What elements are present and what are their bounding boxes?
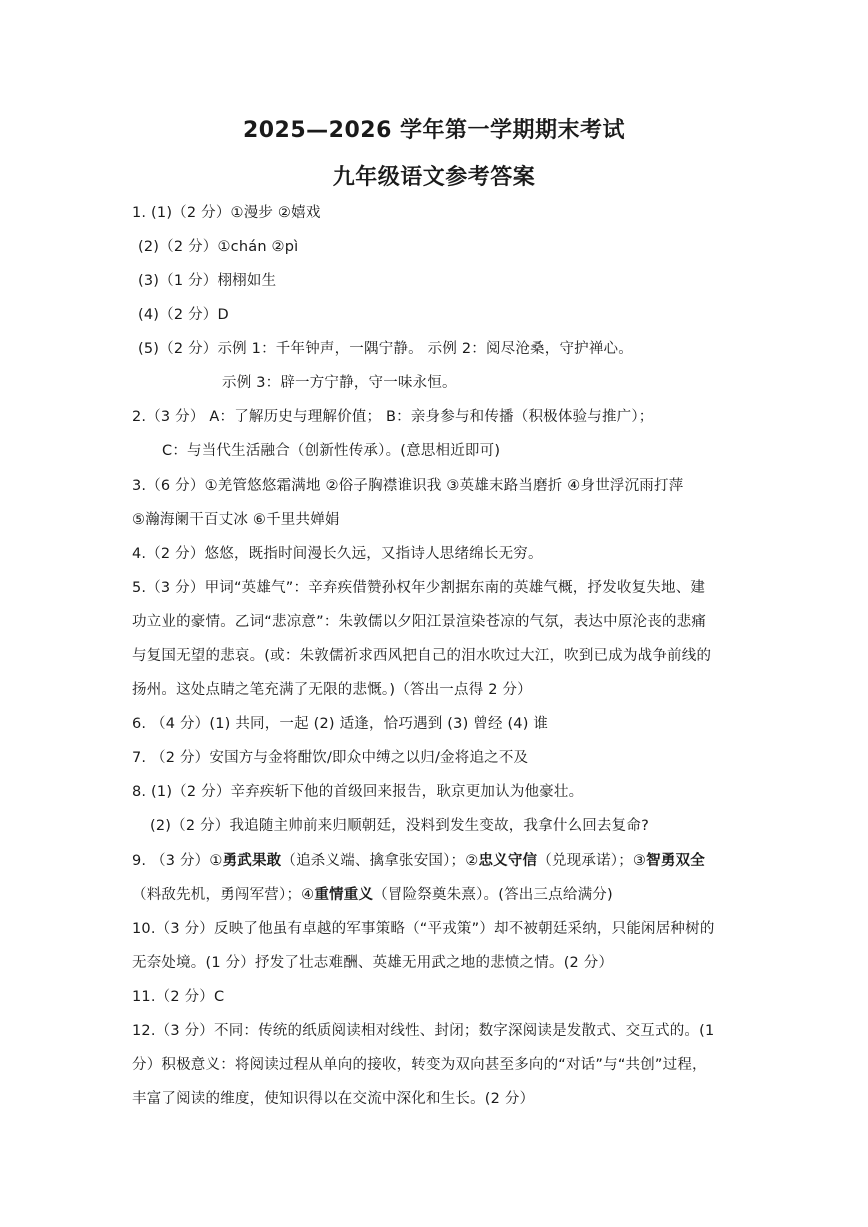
answer-1-2: (2)（2 分）①chán ②pì xyxy=(138,239,299,255)
answer-1-3: (3)（1 分）栩栩如生 xyxy=(138,273,277,289)
answer-5-cont-1: 功立业的豪情。乙词“悲凉意”：朱敦儒以夕阳江景渲染苍凉的气氛，表达中原沦丧的悲痛 xyxy=(132,614,707,630)
answer-9-trait-3: 智勇双全 xyxy=(646,853,705,869)
answer-5-cont-2: 与复国无望的悲哀。(或：朱敦儒祈求西风把自己的泪水吹过大江，吹到已成为战争前线的 xyxy=(132,648,712,664)
answer-6: 6. （4 分）(1) 共同，一起 (2) 适逢，恰巧遇到 (3) 曾经 (4) 谁 xyxy=(132,716,549,732)
answer-1-5: (5)（2 分）示例 1：千年钟声，一隅宁静。 示例 2：阅尽沧桑，守护禅心。 xyxy=(138,341,633,357)
answer-7: 7. （2 分）安国方与金将酣饮/即众中缚之以归/金将追之不及 xyxy=(132,750,529,766)
answer-9 xyxy=(132,851,705,871)
answer-5-cont-3: 扬州。这处点睛之笔充满了无限的悲慨。)（答出一点得 2 分） xyxy=(132,682,532,698)
answer-9-prefix: 9. （3 分）① xyxy=(132,853,223,869)
answer-1-4: (4)（2 分）D xyxy=(138,307,229,323)
answer-5: 5.（3 分）甲词“英雄气”：辛弃疾借赞孙权年少割据东南的英雄气概，抒发收复失地、建 xyxy=(132,580,706,596)
answer-12: 12.（3 分）不同：传统的纸质阅读相对线性、封闭；数字深阅读是发散式、交互式的。(1 xyxy=(132,1023,715,1039)
answer-key-title: 九年级语文参考答案 xyxy=(332,165,536,190)
answer-9-text-2: （兑现承诺）；③ xyxy=(537,853,647,869)
answer-2-cont: C：与当代生活融合（创新性传承）。(意思相近即可) xyxy=(162,443,501,459)
answer-10-cont: 无奈处境。(1 分）抒发了壮志难酬、英雄无用武之地的悲愤之情。(2 分） xyxy=(132,955,614,971)
answer-11: 11.（2 分）C xyxy=(132,989,225,1005)
answer-12-cont-2: 丰富了阅读的维度，使知识得以在交流中深化和生长。(2 分） xyxy=(132,1091,535,1107)
answer-9-cont xyxy=(132,885,613,905)
answer-9-text-3: （料敌先机，勇闯军营）；④ xyxy=(132,887,315,903)
answer-10: 10.（3 分）反映了他虽有卓越的军事策略（“平戎策”）却不被朝廷采纳，只能闲居种树的 xyxy=(132,921,715,937)
answer-8-2: (2)（2 分）我追随主帅前来归顺朝廷，没料到发生变故，我拿什么回去复命? xyxy=(150,818,649,834)
answer-9-trait-4: 重情重义 xyxy=(314,887,374,903)
answer-9-text-1: （追杀义端、擒拿张安国）；② xyxy=(281,853,479,869)
answer-1-1: 1. (1)（2 分）①漫步 ②嬉戏 xyxy=(132,205,321,221)
answer-9-text-4: （冒险祭奠朱熹）。(答出三点给满分) xyxy=(373,887,613,903)
answer-9-trait-1: 勇武果敢 xyxy=(222,853,282,869)
answer-3: 3.（6 分）①羌管悠悠霜满地 ②俗子胸襟谁识我 ③英雄末路当磨折 ④身世浮沉雨打萍 xyxy=(132,478,684,494)
answer-1-5-example-3: 示例 3：辟一方宁静，守一味永恒。 xyxy=(222,375,457,391)
answer-2: 2.（3 分） A：了解历史与理解价值； B：亲身参与和传播（积极体验与推广）； xyxy=(132,409,654,425)
answer-4: 4.（2 分）悠悠，既指时间漫长久远，又指诗人思绪绵长无穷。 xyxy=(132,546,543,562)
answer-12-cont-1: 分）积极意义：将阅读过程从单向的接收，转变为双向甚至多向的“对话”与“共创”过程， xyxy=(132,1057,707,1073)
answer-8-1: 8. (1)（2 分）辛弃疾斩下他的首级回来报告，耿京更加认为他豪壮。 xyxy=(132,784,584,800)
answer-9-trait-2: 忠义守信 xyxy=(478,853,538,869)
exam-title: 2025—2026 学年第一学期期末考试 xyxy=(242,118,626,143)
answer-3-cont: ⑤瀚海阑干百丈冰 ⑥千里共婵娟 xyxy=(132,512,340,528)
